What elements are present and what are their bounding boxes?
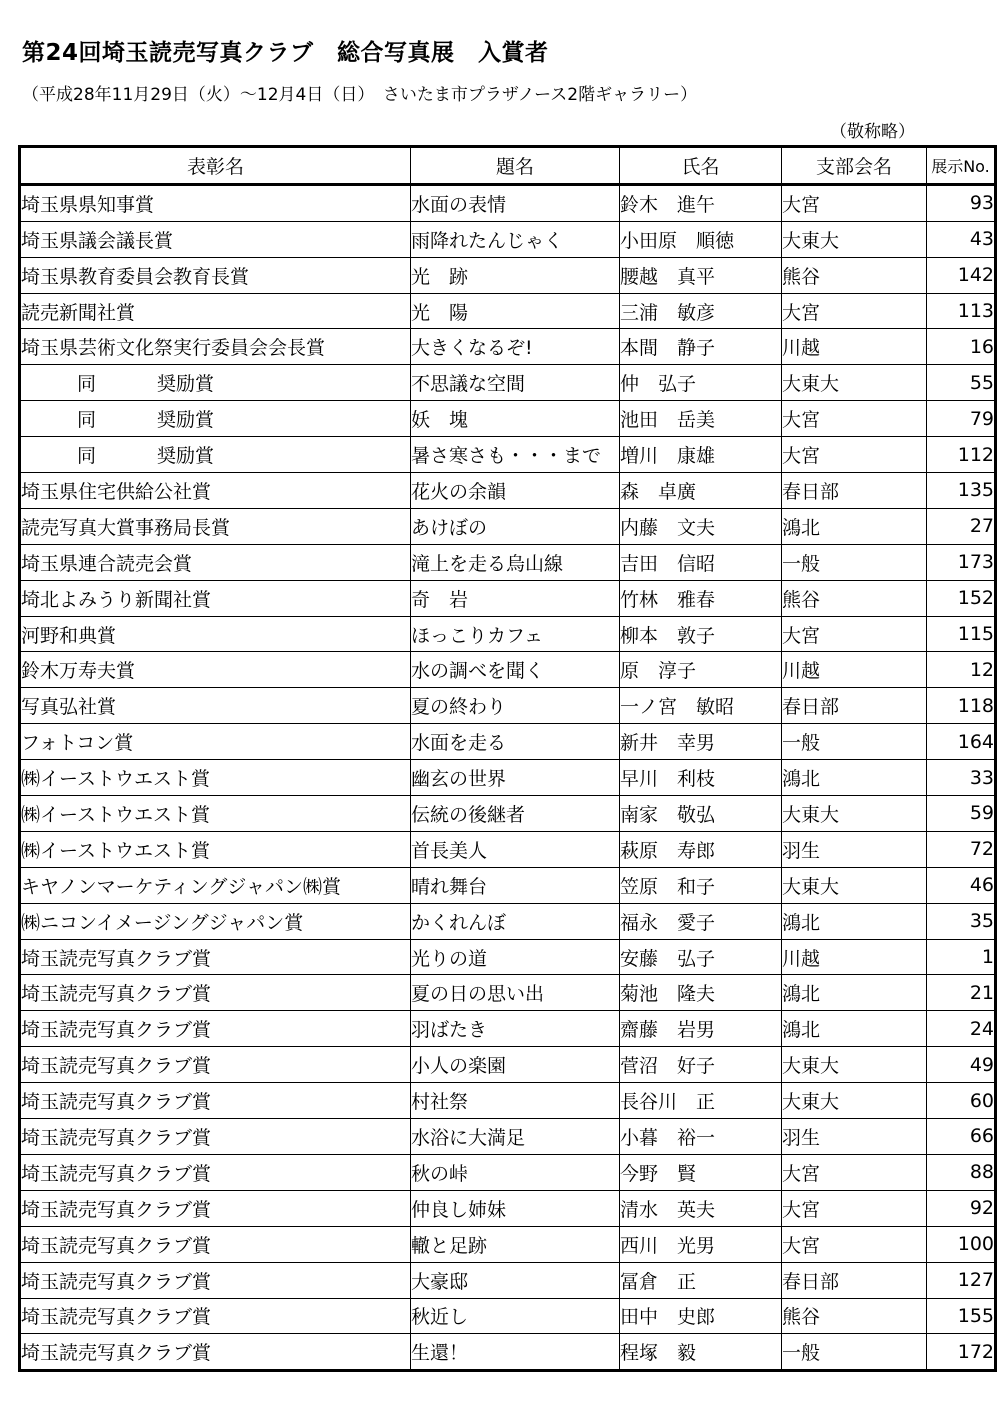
branch-cell: 大宮 xyxy=(782,184,927,221)
table-row xyxy=(20,1011,996,1047)
award-cell: 埼玉読売写真クラブ賞 xyxy=(20,1047,411,1083)
branch-cell: 大宮 xyxy=(782,293,927,329)
exhibit-no-cell: 33 xyxy=(927,760,996,796)
award-cell: 埼玉読売写真クラブ賞 xyxy=(20,1262,411,1298)
award-same-mark: 同 xyxy=(77,409,97,432)
award-cell: 鈴木万寿夫賞 xyxy=(20,652,411,688)
branch-cell: 羽生 xyxy=(782,831,927,867)
title-cell: 晴れ舞台 xyxy=(411,867,620,903)
branch-cell: 鴻北 xyxy=(782,760,927,796)
branch-cell: 大東大 xyxy=(782,365,927,401)
name-cell: 新井 幸男 xyxy=(620,724,782,760)
table-row xyxy=(20,831,996,867)
exhibit-no-cell: 49 xyxy=(927,1047,996,1083)
exhibit-no-cell: 16 xyxy=(927,329,996,365)
exhibit-no-cell: 1 xyxy=(927,939,996,975)
title-cell: 水面の表情 xyxy=(411,184,620,221)
exhibit-no-cell: 93 xyxy=(927,184,996,221)
exhibit-no-cell: 115 xyxy=(927,616,996,652)
award-cell xyxy=(20,365,411,401)
branch-cell: 大東大 xyxy=(782,221,927,257)
table-row xyxy=(20,867,996,903)
branch-cell: 大宮 xyxy=(782,1226,927,1262)
award-cell: 写真弘社賞 xyxy=(20,688,411,724)
honorific-note: （敬称略） xyxy=(830,122,915,142)
award-cell: 埼北よみうり新聞社賞 xyxy=(20,580,411,616)
exhibit-no-cell: 72 xyxy=(927,831,996,867)
exhibit-no-cell: 135 xyxy=(927,473,996,509)
name-cell: 本間 静子 xyxy=(620,329,782,365)
table-row xyxy=(20,688,996,724)
award-cell: 埼玉読売写真クラブ賞 xyxy=(20,1190,411,1226)
exhibit-no-cell: 12 xyxy=(927,652,996,688)
title-cell: あけぼの xyxy=(411,508,620,544)
table-row xyxy=(20,616,996,652)
award-label: 奨励賞 xyxy=(157,373,215,396)
name-cell: 早川 利枝 xyxy=(620,760,782,796)
award-cell: 埼玉読売写真クラブ賞 xyxy=(20,975,411,1011)
title-cell: 水の調べを聞く xyxy=(411,652,620,688)
name-cell: 西川 光男 xyxy=(620,1226,782,1262)
title-cell: 小人の楽園 xyxy=(411,1047,620,1083)
name-cell: 内藤 文夫 xyxy=(620,508,782,544)
table-row xyxy=(20,652,996,688)
branch-cell: 大宮 xyxy=(782,437,927,473)
branch-cell: 大東大 xyxy=(782,796,927,832)
title-cell: 滝上を走る烏山線 xyxy=(411,544,620,580)
exhibit-no-cell: 142 xyxy=(927,257,996,293)
name-cell: 田中 史郎 xyxy=(620,1298,782,1334)
award-cell: 埼玉読売写真クラブ賞 xyxy=(20,1011,411,1047)
branch-cell: 大東大 xyxy=(782,1083,927,1119)
branch-cell: 一般 xyxy=(782,724,927,760)
award-cell: 埼玉読売写真クラブ賞 xyxy=(20,1226,411,1262)
branch-cell: 大宮 xyxy=(782,1190,927,1226)
exhibit-no-cell: 155 xyxy=(927,1298,996,1334)
exhibit-no-cell: 35 xyxy=(927,903,996,939)
title-cell: 秋近し xyxy=(411,1298,620,1334)
name-cell: 安藤 弘子 xyxy=(620,939,782,975)
branch-cell: 大宮 xyxy=(782,616,927,652)
title-cell: 仲良し姉妹 xyxy=(411,1190,620,1226)
table-row xyxy=(20,1298,996,1334)
branch-cell: 春日部 xyxy=(782,473,927,509)
table-row xyxy=(20,724,996,760)
title-cell: 夏の終わり xyxy=(411,688,620,724)
name-cell: 竹林 雅春 xyxy=(620,580,782,616)
exhibit-no-cell: 27 xyxy=(927,508,996,544)
name-cell: 一ノ宮 敏昭 xyxy=(620,688,782,724)
exhibit-no-cell: 21 xyxy=(927,975,996,1011)
table-row xyxy=(20,1154,996,1190)
award-cell: 埼玉県議会議長賞 xyxy=(20,221,411,257)
award-cell: 埼玉県住宅供給公社賞 xyxy=(20,473,411,509)
exhibit-no-cell: 152 xyxy=(927,580,996,616)
table-row xyxy=(20,508,996,544)
title-cell: かくれんぼ xyxy=(411,903,620,939)
event-subtitle: （平成28年11月29日（火）～12月4日（日） さいたま市プラザノース2階ギャラリー） xyxy=(22,85,698,105)
name-cell: 原 淳子 xyxy=(620,652,782,688)
branch-cell: 鴻北 xyxy=(782,975,927,1011)
name-cell: 増川 康雄 xyxy=(620,437,782,473)
name-cell: 森 卓廣 xyxy=(620,473,782,509)
exhibit-no-cell: 79 xyxy=(927,401,996,437)
exhibit-no-cell: 55 xyxy=(927,365,996,401)
title-cell: 幽玄の世界 xyxy=(411,760,620,796)
title-cell: 大豪邸 xyxy=(411,1262,620,1298)
table-row xyxy=(20,760,996,796)
title-cell: 羽ばたき xyxy=(411,1011,620,1047)
name-cell: 冨倉 正 xyxy=(620,1262,782,1298)
table-row xyxy=(20,1119,996,1155)
award-cell xyxy=(20,437,411,473)
title-cell: 夏の日の思い出 xyxy=(411,975,620,1011)
exhibit-no-cell: 66 xyxy=(927,1119,996,1155)
exhibit-no-cell: 173 xyxy=(927,544,996,580)
award-cell: ㈱ニコンイメージングジャパン賞 xyxy=(20,903,411,939)
table-row xyxy=(20,1226,996,1262)
exhibit-no-cell: 60 xyxy=(927,1083,996,1119)
table-body xyxy=(20,184,996,1370)
name-cell: 菅沼 好子 xyxy=(620,1047,782,1083)
award-cell: 埼玉県芸術文化祭実行委員会会長賞 xyxy=(20,329,411,365)
awards-table xyxy=(18,145,997,1372)
branch-cell: 熊谷 xyxy=(782,257,927,293)
award-label: 奨励賞 xyxy=(157,445,215,468)
title-cell: 村社祭 xyxy=(411,1083,620,1119)
table-row xyxy=(20,437,996,473)
branch-cell: 羽生 xyxy=(782,1119,927,1155)
table-row xyxy=(20,1190,996,1226)
table-row xyxy=(20,939,996,975)
branch-cell: 鴻北 xyxy=(782,903,927,939)
branch-cell: 熊谷 xyxy=(782,580,927,616)
table-row xyxy=(20,1083,996,1119)
award-cell xyxy=(20,401,411,437)
branch-cell: 一般 xyxy=(782,544,927,580)
table-row xyxy=(20,293,996,329)
table-row xyxy=(20,401,996,437)
title-cell: 光 跡 xyxy=(411,257,620,293)
name-cell: 池田 岳美 xyxy=(620,401,782,437)
exhibit-no-cell: 92 xyxy=(927,1190,996,1226)
name-cell: 萩原 寿郎 xyxy=(620,831,782,867)
award-cell: 埼玉県教育委員会教育長賞 xyxy=(20,257,411,293)
exhibit-no-cell: 113 xyxy=(927,293,996,329)
award-cell: キヤノンマーケティングジャパン㈱賞 xyxy=(20,867,411,903)
title-cell: 雨降れたんじゃく xyxy=(411,221,620,257)
branch-cell: 大東大 xyxy=(782,867,927,903)
exhibit-no-cell: 24 xyxy=(927,1011,996,1047)
table-row xyxy=(20,257,996,293)
table-row xyxy=(20,1334,996,1371)
table-row xyxy=(20,221,996,257)
award-cell: 埼玉読売写真クラブ賞 xyxy=(20,939,411,975)
award-cell: 埼玉読売写真クラブ賞 xyxy=(20,1298,411,1334)
award-cell: 埼玉読売写真クラブ賞 xyxy=(20,1119,411,1155)
branch-cell: 川越 xyxy=(782,329,927,365)
title-cell: 暑さ寒さも・・・まで xyxy=(411,437,620,473)
award-cell: 河野和典賞 xyxy=(20,616,411,652)
exhibit-no-cell: 100 xyxy=(927,1226,996,1262)
title-cell: 秋の峠 xyxy=(411,1154,620,1190)
award-cell: 埼玉読売写真クラブ賞 xyxy=(20,1154,411,1190)
table-row xyxy=(20,184,996,221)
branch-cell: 川越 xyxy=(782,652,927,688)
table-row xyxy=(20,796,996,832)
name-cell: 福永 愛子 xyxy=(620,903,782,939)
table-row xyxy=(20,975,996,1011)
column-header-branch: 支部会名 xyxy=(782,147,927,185)
branch-cell: 鴻北 xyxy=(782,508,927,544)
award-cell: ㈱イーストウエスト賞 xyxy=(20,831,411,867)
exhibit-no-cell: 127 xyxy=(927,1262,996,1298)
exhibit-no-cell: 88 xyxy=(927,1154,996,1190)
title-cell: 光りの道 xyxy=(411,939,620,975)
title-cell: 光 陽 xyxy=(411,293,620,329)
award-cell: ㈱イーストウエスト賞 xyxy=(20,796,411,832)
name-cell: 長谷川 正 xyxy=(620,1083,782,1119)
table-row xyxy=(20,473,996,509)
table-row xyxy=(20,580,996,616)
title-cell: 不思議な空間 xyxy=(411,365,620,401)
table-row xyxy=(20,365,996,401)
title-cell: 花火の余韻 xyxy=(411,473,620,509)
branch-cell: 大東大 xyxy=(782,1047,927,1083)
name-cell: 柳本 敦子 xyxy=(620,616,782,652)
name-cell: 小暮 裕一 xyxy=(620,1119,782,1155)
name-cell: 小田原 順徳 xyxy=(620,221,782,257)
award-cell: 埼玉読売写真クラブ賞 xyxy=(20,1083,411,1119)
award-cell: 読売写真大賞事務局長賞 xyxy=(20,508,411,544)
table-row xyxy=(20,544,996,580)
name-cell: 笠原 和子 xyxy=(620,867,782,903)
page-title: 第24回埼玉読売写真クラブ 総合写真展 入賞者 xyxy=(22,40,549,66)
table-row xyxy=(20,329,996,365)
branch-cell: 春日部 xyxy=(782,688,927,724)
table-row xyxy=(20,1262,996,1298)
exhibit-no-cell: 112 xyxy=(927,437,996,473)
exhibit-no-cell: 172 xyxy=(927,1334,996,1371)
title-cell: 生還！ xyxy=(411,1334,620,1371)
name-cell: 今野 賢 xyxy=(620,1154,782,1190)
name-cell: 腰越 真平 xyxy=(620,257,782,293)
column-header-award: 表彰名 xyxy=(20,147,411,185)
column-header-no: 展示No. xyxy=(927,147,996,185)
name-cell: 齋藤 岩男 xyxy=(620,1011,782,1047)
branch-cell: 鴻北 xyxy=(782,1011,927,1047)
title-cell: 首長美人 xyxy=(411,831,620,867)
name-cell: 三浦 敏彦 xyxy=(620,293,782,329)
exhibit-no-cell: 164 xyxy=(927,724,996,760)
award-cell: ㈱イーストウエスト賞 xyxy=(20,760,411,796)
award-cell: 読売新聞社賞 xyxy=(20,293,411,329)
branch-cell: 春日部 xyxy=(782,1262,927,1298)
table-row xyxy=(20,1047,996,1083)
name-cell: 仲 弘子 xyxy=(620,365,782,401)
name-cell: 清水 英夫 xyxy=(620,1190,782,1226)
award-label: 奨励賞 xyxy=(157,409,215,432)
branch-cell: 一般 xyxy=(782,1334,927,1371)
exhibit-no-cell: 43 xyxy=(927,221,996,257)
name-cell: 吉田 信昭 xyxy=(620,544,782,580)
title-cell: 妖 塊 xyxy=(411,401,620,437)
branch-cell: 川越 xyxy=(782,939,927,975)
award-cell: フォトコン賞 xyxy=(20,724,411,760)
name-cell: 鈴木 進午 xyxy=(620,184,782,221)
name-cell: 程塚 毅 xyxy=(620,1334,782,1371)
exhibit-no-cell: 46 xyxy=(927,867,996,903)
title-cell: 伝統の後継者 xyxy=(411,796,620,832)
column-header-title: 題名 xyxy=(411,147,620,185)
title-cell: 奇 岩 xyxy=(411,580,620,616)
exhibit-no-cell: 59 xyxy=(927,796,996,832)
name-cell: 菊池 隆夫 xyxy=(620,975,782,1011)
title-cell: 大きくなるぞ! xyxy=(411,329,620,365)
branch-cell: 熊谷 xyxy=(782,1298,927,1334)
title-cell: 水面を走る xyxy=(411,724,620,760)
award-cell: 埼玉読売写真クラブ賞 xyxy=(20,1334,411,1371)
name-cell: 南家 敬弘 xyxy=(620,796,782,832)
award-same-mark: 同 xyxy=(77,373,97,396)
award-cell: 埼玉県県知事賞 xyxy=(20,184,411,221)
branch-cell: 大宮 xyxy=(782,1154,927,1190)
award-cell: 埼玉県連合読売会賞 xyxy=(20,544,411,580)
table-row xyxy=(20,903,996,939)
title-cell: ほっこりカフェ xyxy=(411,616,620,652)
title-cell: 水浴に大満足 xyxy=(411,1119,620,1155)
award-same-mark: 同 xyxy=(77,445,97,468)
exhibit-no-cell: 118 xyxy=(927,688,996,724)
branch-cell: 大宮 xyxy=(782,401,927,437)
column-header-name: 氏名 xyxy=(620,147,782,185)
title-cell: 轍と足跡 xyxy=(411,1226,620,1262)
table-header-row xyxy=(20,147,996,185)
